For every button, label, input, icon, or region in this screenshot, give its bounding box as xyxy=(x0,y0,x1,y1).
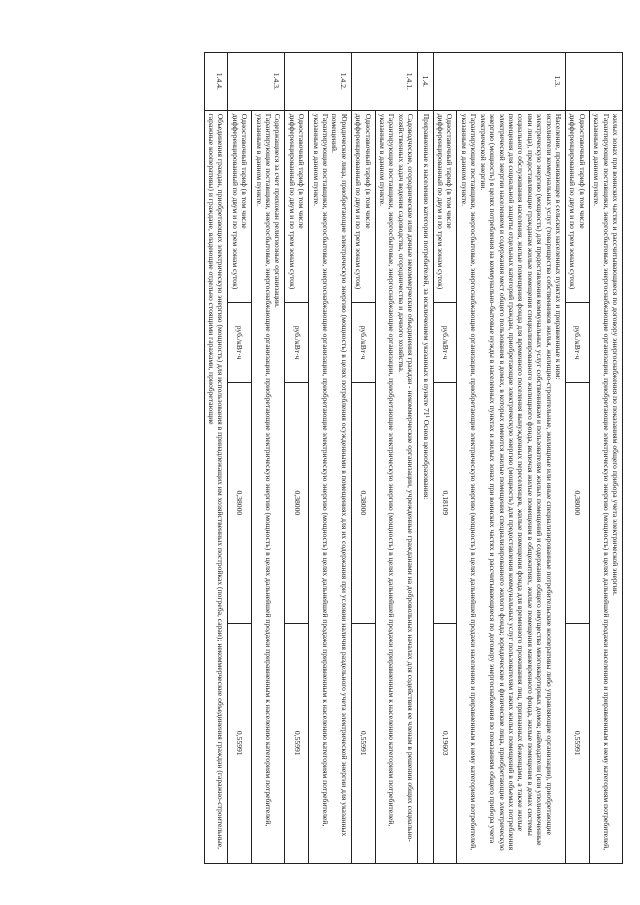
table-row xyxy=(457,53,565,864)
tariff-value-first: 0,18109 xyxy=(433,383,457,623)
row-number: 1.4.2. xyxy=(285,53,351,111)
row-number: 1.3. xyxy=(433,53,565,111)
table-row xyxy=(351,53,375,864)
tariff-unit: руб./кВт·ч xyxy=(351,303,375,383)
tariff-value-second: 0,55991 xyxy=(285,623,309,863)
tariff-label: Одноставочный тариф (в том числе дифференцированный по двум и по трем зонам суток) xyxy=(433,110,457,302)
row-description: жилых зонах при воинских частях и рассчитывающиеся по договору энергоснабжения по показаниям общего прибора учета электрической энергии. Гарантирующие поставщики, энергосбытовые, энергоснабжающие организации, приобретающие электрическую энергию (мощность) в целях дальнейшей продажи населению и приравненным к нему категориям потребителей, указанным в данном пункте. xyxy=(589,110,622,863)
tariff-value-second: 0,55991 xyxy=(351,623,375,863)
table-row xyxy=(433,53,457,864)
row-description: Садоводческие, огороднические или дачные некоммерческие объединения граждан - некоммерческие организации, учрежденные гражданами на добровольных началах для содействия ее членам в решении общих социально-хозяйственных задач ведения садоводства, огородничества и дачного хозяйства. Гарантирующие поставщики, энергосбытовые, энергоснабжающие организации, приобретающие электрическую энергию (мощность) в целях дальнейшей продажи приравненным к населению категориям потребителей, указанным в данном пункте. xyxy=(375,110,418,863)
rotated-tariff-sheet xyxy=(105,52,623,864)
tariff-label: Одноставочный тариф (в том числе дифференцированный по двум и по трем зонам суток) xyxy=(351,110,375,302)
row-description: Юридические лица, приобретающие электрическую энергию (мощность) в целях потребления осужденными в помещениях для их содержания при условии наличия раздельного учета электрической энергии для указанных помещений. Гарантирующие поставщики, энергосбытовые, энергоснабжающие организации, приобретающие электрическую энергию (мощность) в целях дальнейшей продажи приравненным к населению категориям потребителей, указанным в данном пункте. xyxy=(309,110,352,863)
tariff-unit: руб./кВт·ч xyxy=(285,303,309,383)
row-number: 1.4. xyxy=(418,53,433,111)
table-row xyxy=(418,53,433,864)
row-description: Приравненные к населению категории потребителей, за исключением указанных в пункте 71¹ Основ ценообразования: xyxy=(418,110,433,863)
row-description: Население, проживающее в сельских населенных пунктах и приравненные к ним: исполнители коммунальных услуг (товарищества собственников жилья, жилищно-строительные, жилищные или иные специализированные потребительские кооперативы либо управляющие организации), приобретающие электрическую энергию (мощность) для предоставления коммунальных услуг собственникам и пользователям жилых помещений и содержания общего имущества многоквартирных домов; наймодатели (или уполномоченные ими лица), предоставляющие гражданам жилые помещения специализированного жилищного фонда, включая жилые помещения в общежитиях, жилые помещения маневренного фонда, жилые помещения в домах системы социального обслуживания населения, жилые помещения фонда для временного поселения вынужденных переселенцев, жилые помещения фонда для временного проживания лиц, признанных беженцами, а также жилые помещения для социальной защиты отдельных категорий граждан, приобретающие электрическую энергию (мощность) для предоставления коммунальных услуг пользователям таких жилых помещений в объемах потребления электрической энергии населением и содержания мест общего пользования в домах, в которых имеются жилые помещения специализированного жилого фонда; юридические и физические лица, приобретающие электрическую энергию (мощность) в целях потребления на коммунально-бытовые нужды в населенных пунктах и жилых зонах при воинских частях и рассчитывающиеся по договору энергоснабжения по показаниям общего прибора учета электрической энергии. Гарантирующие поставщики, энергосбытовые, энергоснабжающие организации, приобретающие электрическую энергию (мощность) в целях дальнейшей продажи населению и приравненным к нему категориям потребителей, указанным в данном пункте. xyxy=(457,110,565,863)
tariff-unit: руб./кВт·ч xyxy=(228,303,252,383)
tariff-value-first: 0,38000 xyxy=(285,383,309,623)
table-row xyxy=(589,53,622,864)
row-number: 1.4.3. xyxy=(228,53,285,111)
tariff-unit: руб./кВт·ч xyxy=(433,303,457,383)
table-row xyxy=(565,53,589,864)
tariff-value-second: 0,55991 xyxy=(228,623,252,863)
table-row xyxy=(309,53,352,864)
row-number: 1.4.1. xyxy=(351,53,417,111)
tariff-value-first: 0,38000 xyxy=(351,383,375,623)
tariff-label: Одноставочный тариф (в том числе дифференцированный по двум и по трем зонам суток) xyxy=(565,110,589,302)
tariff-value-second: 0,55991 xyxy=(565,623,589,863)
tariff-label: Одноставочный тариф (в том числе дифференцированный по двум и по трем зонам суток) xyxy=(228,110,252,302)
table-row xyxy=(252,53,285,864)
row-description: Содержащиеся за счет прихожан религиозные организации. Гарантирующие поставщики, энергосбытовые, энергоснабжающие организации, приобретающие электрическую энергию (мощность) в целях дальнейшей продажи приравненным к населению категориям потребителей, указанным в данном пункте. xyxy=(252,110,285,863)
row-number xyxy=(565,53,622,111)
tariff-value-first: 0,38000 xyxy=(565,383,589,623)
row-description: Объединения граждан, приобретающих электрическую энергию (мощность) для использования в принадлежащих им хозяйственных постройках (погреба, сараи); некоммерческие объединения граждан (гаражно-строительные, гаражные кооперативы) и граждане, владеющие отдельно стоящими гаражами, приобретающие xyxy=(204,110,228,863)
table-row xyxy=(228,53,252,864)
tariff-unit: руб./кВт·ч xyxy=(565,303,589,383)
tariff-value-first: 0,38000 xyxy=(228,383,252,623)
table-row xyxy=(375,53,418,864)
tariff-label: Одноставочный тариф (в том числе дифференцированный по двум и по трем зонам суток) xyxy=(285,110,309,302)
tariff-value-second: 0,19603 xyxy=(433,623,457,863)
tariff-table xyxy=(204,52,623,864)
row-number: 1.4.4. xyxy=(204,53,228,111)
table-row xyxy=(285,53,309,864)
table-row xyxy=(204,53,228,864)
